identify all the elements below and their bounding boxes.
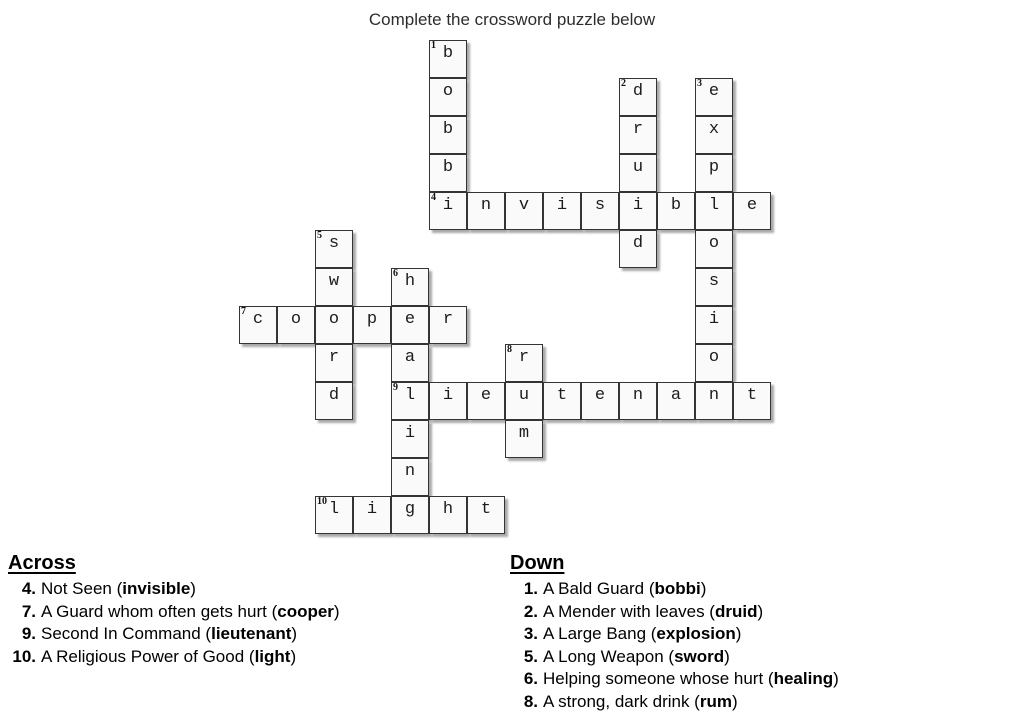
grid-cell[interactable] [543, 382, 581, 420]
grid-cell[interactable] [429, 382, 467, 420]
cell-letter: i [366, 500, 378, 519]
cell-letter: i [404, 424, 416, 443]
cell-letter: d [328, 386, 340, 405]
cell-number: 3 [697, 78, 702, 89]
grid-cell[interactable] [619, 78, 657, 116]
cell-number: 7 [241, 306, 246, 317]
grid-cell[interactable] [695, 78, 733, 116]
grid-cell[interactable] [619, 154, 657, 192]
cell-letter: v [518, 196, 530, 215]
grid-cell[interactable] [467, 382, 505, 420]
grid-cell[interactable] [505, 192, 543, 230]
grid-cell[interactable] [315, 306, 353, 344]
cell-letter: s [708, 272, 720, 291]
clue-text: Second In Command (lieutenant) [41, 624, 298, 643]
grid-cell[interactable] [353, 306, 391, 344]
cell-letter: g [404, 500, 416, 519]
grid-cell[interactable] [543, 192, 581, 230]
cell-letter: h [404, 272, 416, 291]
grid-cell[interactable] [315, 344, 353, 382]
cell-letter: i [442, 386, 454, 405]
cell-letter: b [442, 158, 454, 177]
grid-cell[interactable] [429, 306, 467, 344]
grid-cell[interactable] [657, 192, 695, 230]
clue-answer: healing [773, 669, 834, 688]
cell-letter: o [442, 82, 454, 101]
grid-cell[interactable] [239, 306, 277, 344]
cell-letter: d [632, 234, 644, 253]
clue-answer: druid [714, 601, 758, 621]
grid-cell[interactable] [353, 496, 391, 534]
cell-letter: b [670, 196, 682, 215]
cell-number: 5 [317, 230, 322, 241]
clue-number: 10. [12, 646, 36, 666]
grid-cell[interactable] [733, 192, 771, 230]
cell-letter: p [708, 158, 720, 177]
clue-text: A Bald Guard (bobbi) [543, 579, 707, 598]
down-section [510, 552, 1010, 713]
grid-cell[interactable] [315, 382, 353, 420]
cell-letter: a [404, 348, 416, 367]
across-section [8, 552, 488, 668]
cell-letter: l [328, 500, 340, 519]
clue-number: 1. [523, 579, 538, 598]
grid-cell[interactable] [733, 382, 771, 420]
cell-letter: n [632, 386, 644, 405]
grid-cell[interactable] [581, 192, 619, 230]
clue-number: 6. [523, 669, 538, 688]
across-clue-list [8, 578, 488, 668]
grid-cell[interactable] [505, 344, 543, 382]
cell-letter: o [290, 310, 302, 329]
grid-cell[interactable] [429, 496, 467, 534]
cell-letter: e [708, 82, 720, 101]
clue-answer: bobbi [654, 579, 701, 598]
cell-letter: r [632, 120, 644, 139]
clue-text: A Guard whom often gets hurt (cooper) [41, 601, 340, 621]
clue-text: A Long Weapon (sword) [543, 646, 730, 666]
cell-letter: i [442, 196, 454, 215]
grid-cell[interactable] [391, 382, 429, 420]
clue-number: 2. [523, 601, 538, 621]
grid-cell[interactable] [277, 306, 315, 344]
cell-letter: e [746, 196, 758, 215]
grid-cell[interactable] [695, 192, 733, 230]
across-clue-10 [8, 646, 488, 669]
down-clue-3 [510, 623, 1010, 646]
clue-answer: light [254, 646, 291, 666]
cell-letter: x [708, 120, 720, 139]
grid-cell[interactable] [429, 116, 467, 154]
cell-letter: b [442, 120, 454, 139]
clue-answer: explosion [656, 624, 736, 643]
grid-cell[interactable] [391, 496, 429, 534]
grid-cell[interactable] [315, 496, 353, 534]
grid-cell[interactable] [695, 306, 733, 344]
cell-letter: t [746, 386, 758, 405]
across-clue-9 [8, 623, 488, 646]
cell-letter: l [404, 386, 416, 405]
down-clue-6 [510, 668, 1010, 691]
down-clue-2 [510, 601, 1010, 624]
cell-letter: e [594, 386, 606, 405]
clue-answer: cooper [277, 601, 334, 621]
cell-letter: s [594, 196, 606, 215]
cell-letter: d [632, 82, 644, 101]
cell-letter: b [442, 44, 454, 63]
grid-cell[interactable] [429, 192, 467, 230]
cell-letter: e [404, 310, 416, 329]
grid-cell[interactable] [429, 78, 467, 116]
grid-cell[interactable] [391, 458, 429, 496]
grid-cell[interactable] [315, 230, 353, 268]
grid-cell[interactable] [467, 192, 505, 230]
cell-letter: n [480, 196, 492, 215]
down-clue-list [510, 578, 1010, 713]
cell-number: 8 [507, 344, 512, 355]
clue-text: A strong, dark drink (rum) [543, 691, 738, 711]
cell-letter: s [328, 234, 340, 253]
down-heading: Down [510, 552, 565, 574]
cell-letter: e [480, 386, 492, 405]
clue-text: Not Seen (invisible) [41, 579, 196, 598]
grid-cell[interactable] [619, 382, 657, 420]
grid-cell[interactable] [505, 420, 543, 458]
grid-cell[interactable] [505, 382, 543, 420]
clue-number: 5. [523, 646, 538, 666]
grid-cell[interactable] [467, 496, 505, 534]
clue-number: 9. [21, 624, 36, 643]
cell-letter: i [556, 196, 568, 215]
across-heading: Across [8, 552, 76, 574]
cell-letter: i [632, 196, 644, 215]
across-clue-4 [8, 578, 488, 601]
cell-letter: o [708, 234, 720, 253]
clue-text: A Large Bang (explosion) [543, 624, 742, 643]
down-clue-1 [510, 578, 1010, 601]
clue-answer: rum [699, 691, 732, 711]
grid-cell[interactable] [695, 268, 733, 306]
cell-letter: w [328, 272, 340, 291]
grid-cell[interactable] [429, 40, 467, 78]
clue-answer: lieutenant [211, 624, 292, 643]
cell-number: 9 [393, 382, 398, 393]
cell-number: 6 [393, 268, 398, 279]
cell-number: 2 [621, 78, 626, 89]
across-clue-7 [8, 601, 488, 624]
grid-cell[interactable] [695, 382, 733, 420]
cell-letter: n [708, 386, 720, 405]
clue-text: Helping someone whose hurt (healing) [543, 669, 839, 688]
cell-letter: o [328, 310, 340, 329]
page-title: Complete the crossword puzzle below [368, 10, 656, 29]
clue-number: 8. [523, 691, 538, 711]
grid-cell[interactable] [391, 420, 429, 458]
grid-cell[interactable] [391, 344, 429, 382]
cell-letter: m [518, 424, 530, 443]
cell-letter: o [708, 348, 720, 367]
cell-number: 4 [431, 192, 436, 203]
clue-answer: invisible [122, 579, 191, 598]
cell-letter: r [442, 310, 454, 329]
grid-cell[interactable] [315, 268, 353, 306]
grid-cell[interactable] [695, 344, 733, 382]
grid-cell[interactable] [695, 116, 733, 154]
grid-cell[interactable] [619, 192, 657, 230]
clue-number: 3. [523, 624, 538, 643]
clue-text: A Religious Power of Good (light) [41, 646, 297, 666]
cell-letter: t [480, 500, 492, 519]
grid-cell[interactable] [619, 230, 657, 268]
cell-letter: r [518, 348, 530, 367]
cell-letter: a [670, 386, 682, 405]
cell-letter: p [366, 310, 378, 329]
clue-number: 7. [21, 601, 36, 621]
cell-letter: u [518, 386, 530, 405]
clue-number: 4. [21, 579, 36, 598]
cell-letter: r [328, 348, 340, 367]
grid-cell[interactable] [581, 382, 619, 420]
clue-answer: sword [674, 646, 725, 666]
clue-text: A Mender with leaves (druid) [543, 601, 764, 621]
cell-letter: u [632, 158, 644, 177]
grid-cell[interactable] [657, 382, 695, 420]
down-clue-8 [510, 691, 1010, 714]
grid-cell[interactable] [619, 116, 657, 154]
cell-number: 10 [317, 496, 327, 507]
grid-cell[interactable] [429, 154, 467, 192]
grid-cell[interactable] [695, 154, 733, 192]
cell-letter: l [708, 196, 720, 215]
grid-cell[interactable] [391, 306, 429, 344]
cell-letter: h [442, 500, 454, 519]
cell-letter: c [252, 310, 264, 329]
cell-letter: i [708, 310, 720, 329]
down-clue-5 [510, 646, 1010, 669]
cell-letter: n [404, 462, 416, 481]
grid-cell[interactable] [391, 268, 429, 306]
cell-letter: t [556, 386, 568, 405]
grid-cell[interactable] [695, 230, 733, 268]
cell-number: 1 [431, 40, 436, 51]
